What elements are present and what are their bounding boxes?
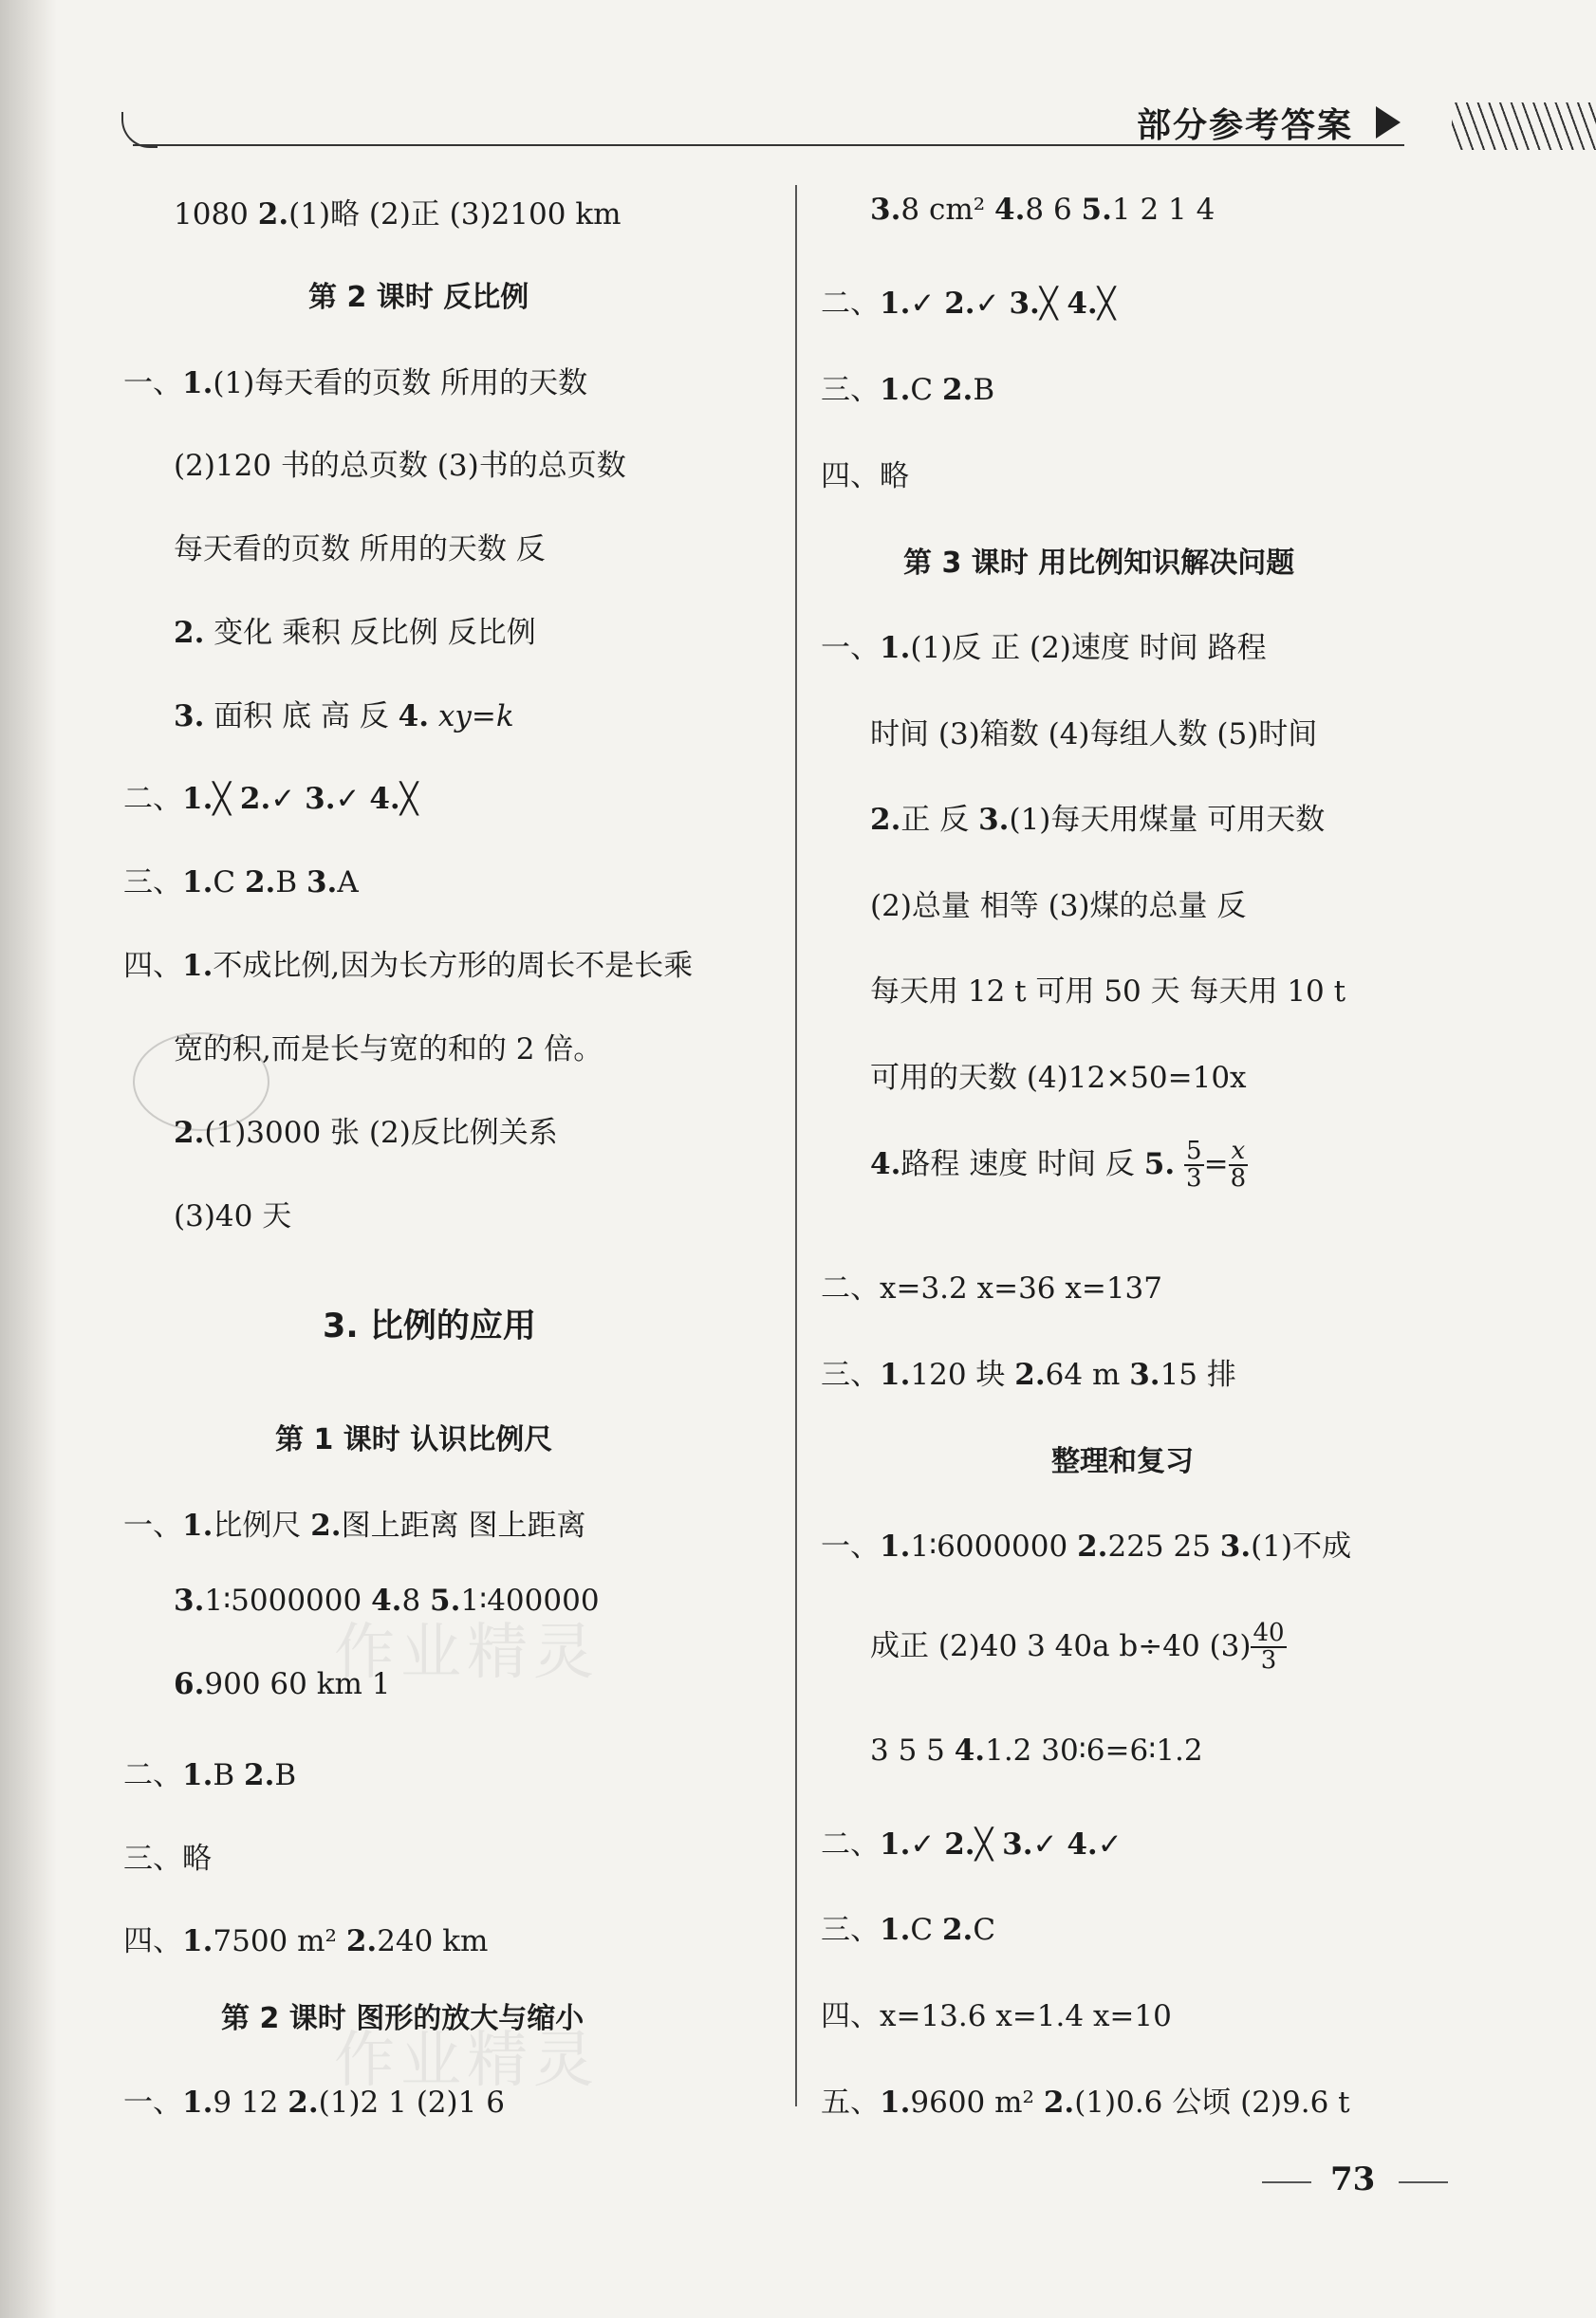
section-heading: 第 3 课时 用比例知识解决问题: [903, 547, 1295, 580]
header-curve-ornament: [121, 112, 158, 148]
answer-line: 三、1.C 2.C: [821, 1913, 996, 1947]
answer-line: 四、略: [821, 459, 909, 493]
answer-line: (3)40 天: [174, 1199, 292, 1233]
answer-line: 二、1.B 2.B: [123, 1758, 297, 1792]
answer-line: 一、1.(1)反 正 (2)速度 时间 路程: [821, 631, 1267, 665]
answer-line: 二、x=3.2 x=36 x=137: [821, 1271, 1162, 1306]
answer-line: 6.900 60 km 1: [174, 1667, 391, 1701]
watermark: 作业精灵: [334, 2026, 600, 2096]
fraction: $\frac{40}{3}$: [1253, 1619, 1285, 1676]
hatch-ornament: [1452, 102, 1596, 150]
answer-line: 五、1.9600 m² 2.(1)0.6 公顷 (2)9.6 t: [821, 2086, 1350, 2120]
column-divider: [795, 185, 797, 2106]
answer-line: 一、1.9 12 2.(1)2 1 (2)1 6: [123, 2086, 505, 2120]
answer-line: 宽的积,而是长与宽的和的 2 倍。: [174, 1032, 603, 1066]
answer-line: 3. 面积 底 高 反 4. xy=k: [174, 699, 514, 733]
section-heading: 第 2 课时 反比例: [308, 281, 529, 314]
header-title: 部分参考答案: [1137, 106, 1354, 145]
answer-line: 三、略: [123, 1842, 212, 1876]
answer-line: 一、1.1∶6000000 2.225 25 3.(1)不成: [821, 1530, 1352, 1564]
answer-line: 四、1.不成比例,因为长方形的周长不是长乘: [123, 949, 694, 983]
answer-line: (2)总量 相等 (3)煤的总量 反: [870, 889, 1247, 923]
answer-line: 3.8 cm² 4.8 6 5.1 2 1 4: [870, 193, 1216, 227]
answer-line: 可用的天数 (4)12×50=10x: [870, 1061, 1247, 1095]
section-heading: 第 2 课时 图形的放大与缩小: [221, 2002, 585, 2035]
play-arrow-icon: [1376, 106, 1401, 139]
watermark: 作业精灵: [334, 1618, 600, 1688]
answer-line: 每天用 12 t 可用 50 天 每天用 10 t: [870, 974, 1346, 1009]
answer-line: 四、x=13.6 x=1.4 x=10: [821, 1999, 1172, 2033]
answer-line: 一、1.(1)每天看的页数 所用的天数: [123, 366, 588, 400]
answer-line: 1080 2.(1)略 (2)正 (3)2100 km: [174, 197, 622, 232]
answer-line: 成正 (2)40 3 40a b÷40 (3) $\frac{40}{3}$: [870, 1619, 1285, 1676]
section-heading: 第 1 课时 认识比例尺: [275, 1423, 553, 1456]
page-number: 73: [1330, 2160, 1376, 2198]
answer-line: 四、1.7500 m² 2.240 km: [123, 1924, 489, 1958]
answer-line: 时间 (3)箱数 (4)每组人数 (5)时间: [870, 717, 1318, 751]
answer-line: (2)120 书的总页数 (3)书的总页数: [174, 449, 626, 483]
answer-line: 三、1.C 2.B: [821, 373, 995, 407]
page-number-rule: [1262, 2181, 1311, 2183]
answer-line: 3 5 5 4.1.2 30∶6=6∶1.2: [870, 1734, 1203, 1768]
page-number-rule: [1399, 2181, 1448, 2183]
answer-line: 二、1.╳ 2.✓ 3.✓ 4.╳: [123, 782, 418, 816]
answer-line: 三、1.C 2.B 3.A: [123, 865, 359, 899]
answer-line: 4.路程 速度 时间 反 5. $\frac{5}{3}$ = $\frac{x}{8}$: [870, 1137, 1247, 1194]
answer-line: 2. 变化 乘积 反比例 反比例: [174, 616, 536, 650]
fraction: $\frac{x}{8}$: [1230, 1137, 1247, 1194]
answer-line: 二、1.✓ 2.╳ 3.✓ 4.✓: [821, 1827, 1123, 1862]
answer-line: 2.正 反 3.(1)每天用煤量 可用天数: [870, 803, 1326, 837]
answer-line: 3.1∶5000000 4.8 5.1∶400000: [174, 1584, 600, 1618]
chapter-title: 3. 比例的应用: [323, 1307, 536, 1345]
answer-line: 三、1.120 块 2.64 m 3.15 排: [821, 1358, 1236, 1392]
answer-line: 二、1.✓ 2.✓ 3.╳ 4.╳: [821, 287, 1116, 321]
answer-line: 2.(1)3000 张 (2)反比例关系: [174, 1116, 558, 1150]
answer-line: 每天看的页数 所用的天数 反: [174, 532, 546, 566]
book-spine-shadow: [0, 0, 57, 2318]
fraction: $\frac{5}{3}$: [1186, 1137, 1202, 1194]
section-heading: 整理和复习: [1051, 1445, 1194, 1478]
answer-line: 一、1.比例尺 2.图上距离 图上距离: [123, 1509, 586, 1543]
